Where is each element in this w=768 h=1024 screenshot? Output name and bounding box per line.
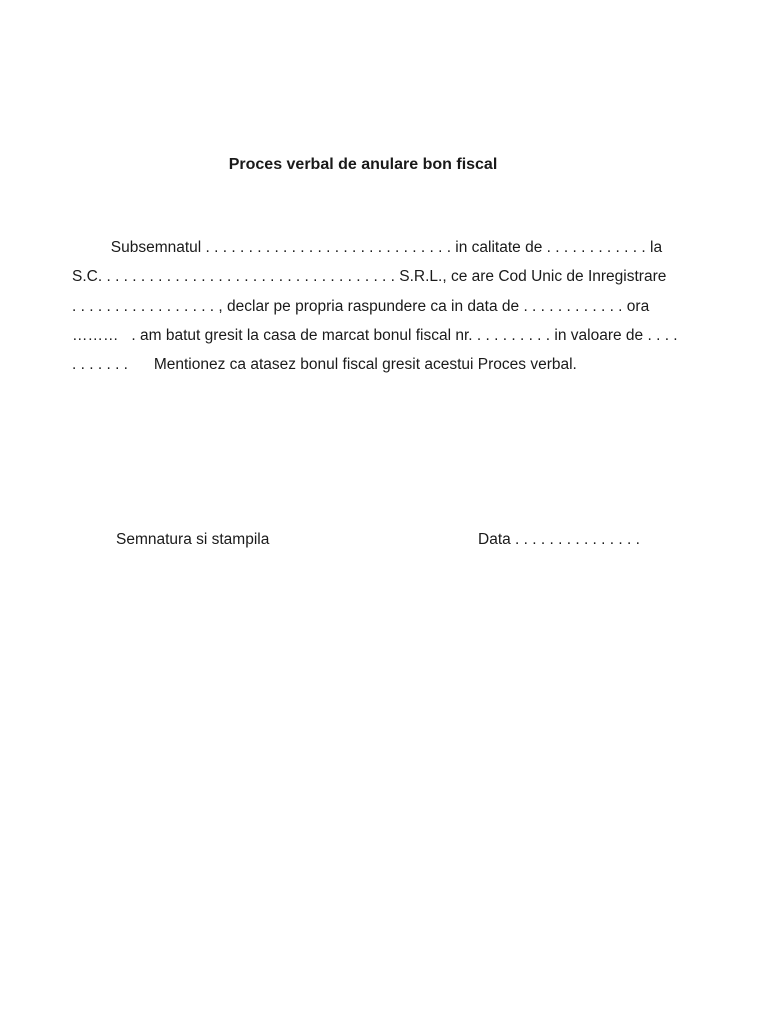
body-line-4: ……… . am batut gresit la casa de marcat bonul fiscal nr. . . . . . . . . . in valoare de . . . . (72, 327, 678, 344)
date-label: Data . . . . . . . . . . . . . . . (478, 531, 640, 548)
body-line-1: Subsemnatul . . . . . . . . . . . . . . . . . . . . . . . . . . . . . in calitate de . . . . . . . . . . . . la (72, 239, 663, 256)
body-line-3: . . . . . . . . . . . . . . . . . , declar pe propria raspundere ca in data de . . . . . . . . . . . . ora (72, 298, 650, 315)
body-line-5: . . . . . . . Mentionez ca atasez bonul fiscal gresit acestui Proces verbal. (72, 356, 577, 373)
signature-label: Semnatura si stampila (116, 531, 270, 548)
document-title: Proces verbal de anulare bon fiscal (228, 156, 498, 173)
body-line-2: S.C. . . . . . . . . . . . . . . . . . . . . . . . . . . . . . . . . . . S.R.L., ce are Cod Unic de Inregistrare (72, 268, 667, 285)
